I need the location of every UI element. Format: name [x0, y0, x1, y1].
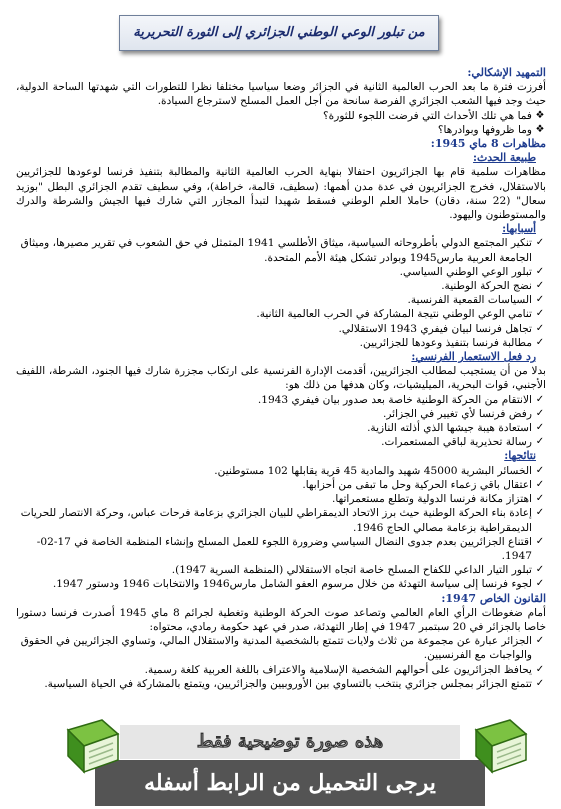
- list-item: ✓ الانتقام من الحركة الوطنية خاصة بعد صدور بيان فيفري 1943.: [257, 393, 545, 406]
- check-mark-icon: ✓: [535, 280, 545, 292]
- may1945-heading: مظاهرات 8 ماي 1945:: [430, 137, 546, 151]
- check-mark-icon: ✓: [535, 663, 545, 675]
- list-item: ✓ لجوء فرنسا إلى سياسة التهدئة من خلال مرسوم العفو الشامل مارس1946 والانتخابات 1946 ودستور 1947.: [52, 578, 545, 591]
- check-mark-icon: ✓: [535, 393, 545, 405]
- check-mark-icon: ✓: [535, 336, 545, 348]
- check-mark-icon: ✓: [535, 265, 545, 277]
- check-mark-icon: ✓: [535, 578, 545, 590]
- page-title: من تبلور الوعي الوطني الجزائري إلى الثورة التحريرية: [119, 15, 439, 51]
- reaction-text: بدلا من أن يستجيب لمطالب الجزائريين، أقدمت الإدارة الفرنسية على ارتكاب مجزرة شارك فيها الجنود، الشرطة، اللفيف الأجنبي، قوات البحرية، الميليشيات، وكان هدفها من ذلك هو:: [16, 365, 546, 392]
- watermark-preview-banner: هذه صورة توضيحية فقط: [120, 725, 460, 759]
- check-mark-icon: ✓: [535, 294, 545, 306]
- check-mark-icon: ✓: [535, 436, 545, 448]
- document-body: [16, 66, 546, 691]
- list-item: ✓ تتمتع الجزائر بمجلس جزائري ينتخب بالتساوي بين الأوروبيين والجزائريين، ويتمتع بالمشاركة في الحياة السياسية.: [44, 677, 545, 690]
- list-item: ✓ استعادة هيبة جيشها الذي أذلته النازية.: [367, 422, 545, 435]
- list-item: ✓ إعادة بناء الحركة الوطنية حيث برز الاتحاد الديمقراطي للبيان الجزائري بزعامة فرحات عباس، وحركة الانتصار للحريات الديمقراطية بزعامة مصالي الحاج 1946.: [20, 507, 545, 534]
- list-item: ✓ الخسائر البشرية 45000 شهيد والمادية 45 قرية يقابلها 102 مستوطنين.: [214, 464, 545, 477]
- results-list: [16, 464, 546, 592]
- list-item: ✓ مطالبة فرنسا بتنفيذ وعودها للجزائريين.: [359, 336, 545, 349]
- list-item: ✓ الجزائر عبارة عن مجموعة من ثلاث ولايات تتمتع بالشخصية المدنية والاستقلال المالي، وتساوي الجزائريين في الحقوق والواجبات مع الفرنسيين.: [20, 635, 545, 662]
- list-item: ❖ فما هي تلك الأحداث التي فرضت اللجوء للثورة؟: [323, 109, 545, 122]
- list-item: ✓ رسالة تحذيرية لباقي المستعمرات.: [381, 436, 545, 449]
- results-heading: نتائجها:: [504, 449, 536, 463]
- watermark-download-banner: يرجى التحميل من الرابط أسفله: [95, 760, 485, 806]
- check-mark-icon: ✓: [535, 464, 545, 476]
- reaction-goals-list: [16, 393, 546, 450]
- nature-heading: طبيعة الحدث:: [473, 151, 536, 165]
- list-item: ✓ السياسات القمعية الفرنسية.: [407, 294, 545, 307]
- reaction-heading: رد فعل الاستعمار الفرنسي:: [411, 350, 536, 364]
- list-item: ✓ نضج الحركة الوطنية.: [441, 280, 545, 293]
- list-item: ✓ اقتناع الجزائريين بعدم جدوى النضال السياسي وضرورة اللجوء للعمل المسلح وإنشاء المنظمة الخاصة في 17-02-1947.: [36, 535, 545, 562]
- list-item: ✓ رفض فرنسا لأي تغيير في الجزائر.: [382, 407, 545, 420]
- check-mark-icon: ✓: [535, 237, 545, 249]
- list-item: ❖ وما ظروفها وبوادرها؟: [437, 123, 545, 136]
- check-mark-icon: ✓: [535, 407, 545, 419]
- law1947-list: [16, 634, 546, 691]
- check-mark-icon: ✓: [535, 308, 545, 320]
- check-mark-icon: ✓: [535, 507, 545, 519]
- law1947-heading: القانون الخاص 1947:: [441, 591, 546, 605]
- check-mark-icon: ✓: [535, 635, 545, 647]
- intro-text: أفرزت فترة ما بعد الحرب العالمية الثانية في الجزائر وضعا سياسيا مختلفا نظرا للتطورات التي شهدتها الساحة الدولية، حيث وجد فيها الشعب الجزائري الفرصة سانحة من أجل العمل المسلح لاسترجاع السيادة.: [16, 81, 546, 108]
- list-item: ✓ تبلور الوعي الوطني السياسي.: [399, 265, 545, 278]
- law1947-text: أمام ضغوطات الرأي العام العالمي وتصاعد صوت الحركة الوطنية وتغطية لجرائم 8 ماي 1945 أصدرت فرنسا دستورا خاصا بالجزائر في 20 سبتمبر 1947 في إطار التهدئة، صدر في عهد حكومة رمادي، محتواه:: [16, 606, 546, 633]
- intro-questions: [16, 109, 546, 137]
- book-icon: [62, 716, 124, 778]
- causes-heading: أسبابها:: [502, 222, 536, 236]
- list-item: ✓ يحافظ الجزائريون على أحوالهم الشخصية الإسلامية والاعتراف باللغة العربية كلغة رسمية.: [144, 663, 545, 676]
- list-item: ✓ تنامي الوعي الوطني نتيجة المشاركة في الحرب العالمية الثانية.: [256, 308, 545, 321]
- check-mark-icon: ✓: [535, 478, 545, 490]
- causes-list: [16, 236, 546, 350]
- diamond-bullet-icon: ❖: [535, 123, 545, 135]
- check-mark-icon: ✓: [535, 677, 545, 689]
- list-item: ✓ تنكير المجتمع الدولي بأطروحاته السياسية، ميثاق الأطلسي 1941 المتمثل في حق الشعوب في تقرير مصيرها، وميثاق الجامعة العربية مارس1945 وبوادر تشكل هيئة الأمم المتحدة.: [20, 237, 545, 264]
- check-mark-icon: ✓: [535, 322, 545, 334]
- check-mark-icon: ✓: [535, 535, 545, 547]
- book-icon: [470, 716, 532, 778]
- check-mark-icon: ✓: [535, 422, 545, 434]
- list-item: ✓ اعتقال باقي زعماء الحركية وحل ما تبقى من أحزابها.: [302, 478, 545, 491]
- check-mark-icon: ✓: [535, 564, 545, 576]
- check-mark-icon: ✓: [535, 493, 545, 505]
- list-item: ✓ تجاهل فرنسا لبيان فيفري 1943 الاستقلالي.: [338, 322, 545, 335]
- intro-heading: التمهيد الإشكالي:: [467, 66, 546, 79]
- diamond-bullet-icon: ❖: [535, 109, 545, 121]
- list-item: ✓ تبلور التيار الداعي للكفاح المسلح خاصة اتجاه الاستقلالي (المنظمة السرية 1947).: [171, 564, 545, 577]
- nature-text: مظاهرات سلمية قام بها الجزائريون احتفالا بنهاية الحرب العالمية الثانية والمطالبة بتنفيذ فرنسا لوعودها للجزائريين بالاستقلال، فخرج الجزائريون في عدة مدن أهمها: (سطيف، قالمة، خراطة)، وفي سطيف تقدم الجزائري البطل "بوزيد سعال" (22 سنة، دقان) حاملا العلم الوطني فسقط شهيدا لتبدأ المجازر التي شارك فيها الجيش والشرطة والدرك والمستوطنون واليهود.: [16, 166, 546, 222]
- list-item: ✓ اهتزاز مكانة فرنسا الدولية وتطلع مستعمراتها.: [331, 493, 545, 506]
